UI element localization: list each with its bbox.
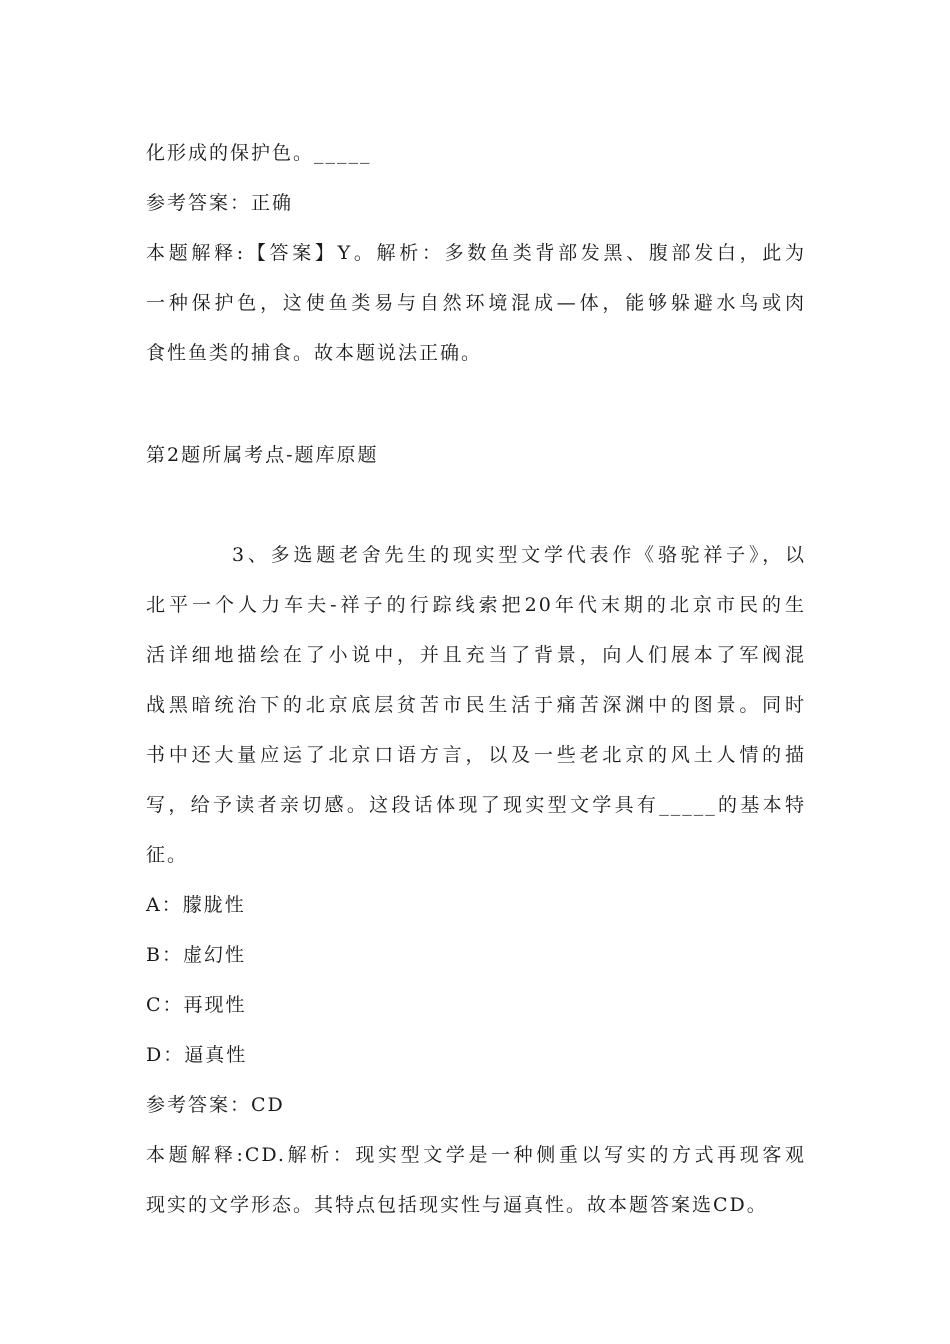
question-2-answer: 参考答案：正确 bbox=[146, 192, 294, 214]
question-3-stem-line: 征。 bbox=[146, 844, 189, 866]
option-c: C：再现性 bbox=[146, 994, 247, 1016]
question-3-explanation-line: 本题解释:CD.解析：现实型文学是一种侧重以写实的方式再现客观 bbox=[146, 1144, 806, 1166]
spacer bbox=[146, 378, 806, 430]
question-2-stem-tail: 化形成的保护色。_____ bbox=[146, 142, 372, 164]
question-3-stem-line: 写，给予读者亲切感。这段话体现了现实型文学具有_____的基本特 bbox=[146, 794, 806, 816]
question-3-explanation-line: 现实的文学形态。其特点包括现实性与逼真性。故本题答案选CD。 bbox=[146, 1194, 768, 1216]
question-2-explanation-line: 本题解释:【答案】Y。解析：多数鱼类背部发黑、腹部发白，此为 bbox=[146, 242, 806, 264]
option-d: D：逼真性 bbox=[146, 1044, 248, 1066]
option-b: B：虚幻性 bbox=[146, 944, 246, 966]
spacer bbox=[146, 480, 806, 530]
option-a: A：朦胧性 bbox=[146, 894, 246, 916]
question-3-stem-line: 战黑暗统治下的北京底层贫苦市民生活于痛苦深渊中的图景。同时 bbox=[146, 694, 806, 716]
question-2-topic: 第2题所属考点-题库原题 bbox=[146, 444, 379, 466]
question-3-stem-line: 北平一个人力车夫-祥子的行踪线索把20年代末期的北京市民的生 bbox=[146, 594, 806, 616]
document-page bbox=[146, 128, 806, 1230]
question-3-stem-line: 书中还大量应运了北京口语方言，以及一些老北京的风土人情的描 bbox=[146, 744, 806, 766]
question-3-answer: 参考答案：CD bbox=[146, 1094, 285, 1116]
question-3-stem-line: 活详细地描绘在了小说中，并且充当了背景，向人们展本了军阀混 bbox=[146, 644, 806, 666]
question-2-explanation-line: 一种保护色，这使鱼类易与自然环境混成—体，能够躲避水鸟或肉 bbox=[146, 292, 806, 314]
question-2-explanation-line: 食性鱼类的捕食。故本题说法正确。 bbox=[146, 342, 483, 364]
question-3-stem-line: 3、多选题老舍先生的现实型文学代表作《骆驼祥子》，以 bbox=[232, 544, 806, 566]
